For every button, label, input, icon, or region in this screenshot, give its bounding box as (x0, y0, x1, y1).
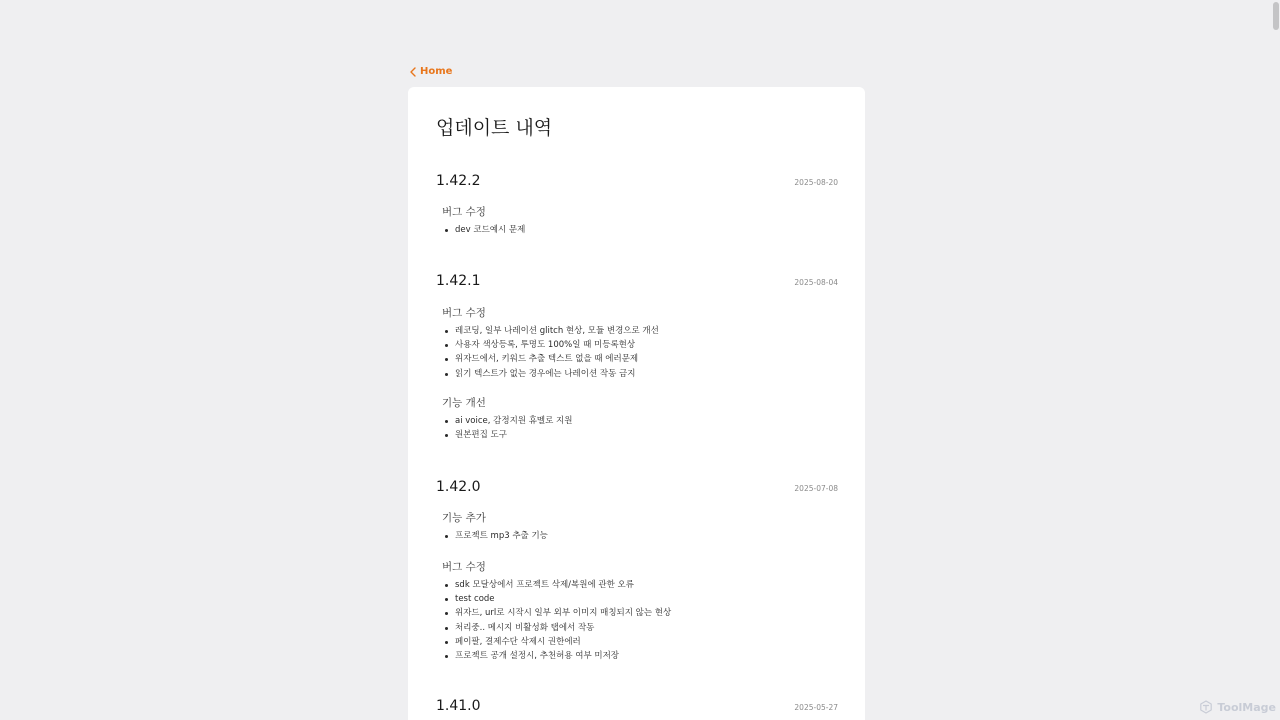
toolmage-logo-icon (1199, 700, 1213, 714)
release-1-42-1 (436, 273, 838, 441)
list-item: test code (442, 592, 671, 606)
release-version: 1.42.0 (436, 479, 481, 495)
list-item: 페이팔, 결제수단 삭제시 권한에러 (442, 635, 671, 649)
release-date: 2025-08-04 (794, 278, 838, 287)
release-section (442, 306, 659, 379)
release-version: 1.41.0 (436, 698, 481, 714)
watermark-text: ToolMage (1217, 700, 1276, 714)
list-item: sdk 모달상에서 프로젝트 삭제/복원에 관한 오류 (442, 578, 671, 592)
release-version: 1.42.2 (436, 173, 481, 189)
list-item: 처리중.. 메시지 비활성화 탭에서 작동 (442, 621, 671, 635)
section-title: 버그 수정 (442, 307, 486, 319)
section-items (442, 529, 548, 543)
section-items (442, 578, 671, 663)
scrollbar-thumb[interactable] (1273, 2, 1279, 30)
section-items (442, 223, 525, 237)
release-header (436, 273, 838, 293)
home-back-label: Home (420, 66, 453, 77)
section-title: 버그 수정 (442, 206, 486, 218)
release-section (442, 560, 672, 661)
list-item: 레코딩, 일부 나레이션 glitch 현상, 모듈 변경으로 개선 (442, 324, 659, 338)
section-title: 기능 추가 (442, 512, 486, 524)
page-scrollbar[interactable] (1272, 0, 1280, 720)
section-items (442, 324, 659, 381)
release-1-42-2 (436, 173, 838, 235)
release-section (442, 396, 573, 441)
list-item: 사용자 색상등록, 투명도 100%일 때 미등록현상 (442, 338, 659, 352)
release-version: 1.42.1 (436, 273, 481, 289)
section-items (442, 414, 572, 442)
home-back-link[interactable] (409, 66, 452, 77)
list-item: 프로젝트 mp3 추출 기능 (442, 529, 548, 543)
list-item: dev 코드예시 문제 (442, 223, 525, 237)
page-title: 업데이트 내역 (436, 117, 553, 139)
section-title: 기능 개선 (442, 397, 486, 409)
release-1-41-0 (436, 698, 838, 718)
toolmage-watermark (1199, 700, 1276, 714)
release-date: 2025-05-27 (794, 703, 838, 712)
release-date: 2025-07-08 (794, 484, 838, 493)
list-item: 위자드, url로 시작시 일부 외부 이미지 매칭되지 않는 현상 (442, 606, 671, 620)
list-item: 프로젝트 공개 설정시, 추천허용 여부 미저장 (442, 649, 671, 663)
changelog-card (408, 87, 865, 720)
release-1-42-0 (436, 479, 838, 661)
release-header (436, 479, 838, 499)
list-item: 위자드에서, 키워드 추출 텍스트 없을 때 에러문제 (442, 352, 659, 366)
chevron-left-icon (409, 67, 417, 77)
release-header (436, 698, 838, 718)
list-item: 읽기 텍스트가 없는 경우에는 나레이션 작동 금지 (442, 367, 659, 381)
list-item: 원본편집 도구 (442, 428, 572, 442)
release-section (442, 205, 526, 235)
release-date: 2025-08-20 (794, 178, 838, 187)
list-item: ai voice, 감정지원 휴멜로 지원 (442, 414, 572, 428)
release-section (442, 511, 548, 541)
release-header (436, 173, 838, 193)
section-title: 버그 수정 (442, 561, 486, 573)
